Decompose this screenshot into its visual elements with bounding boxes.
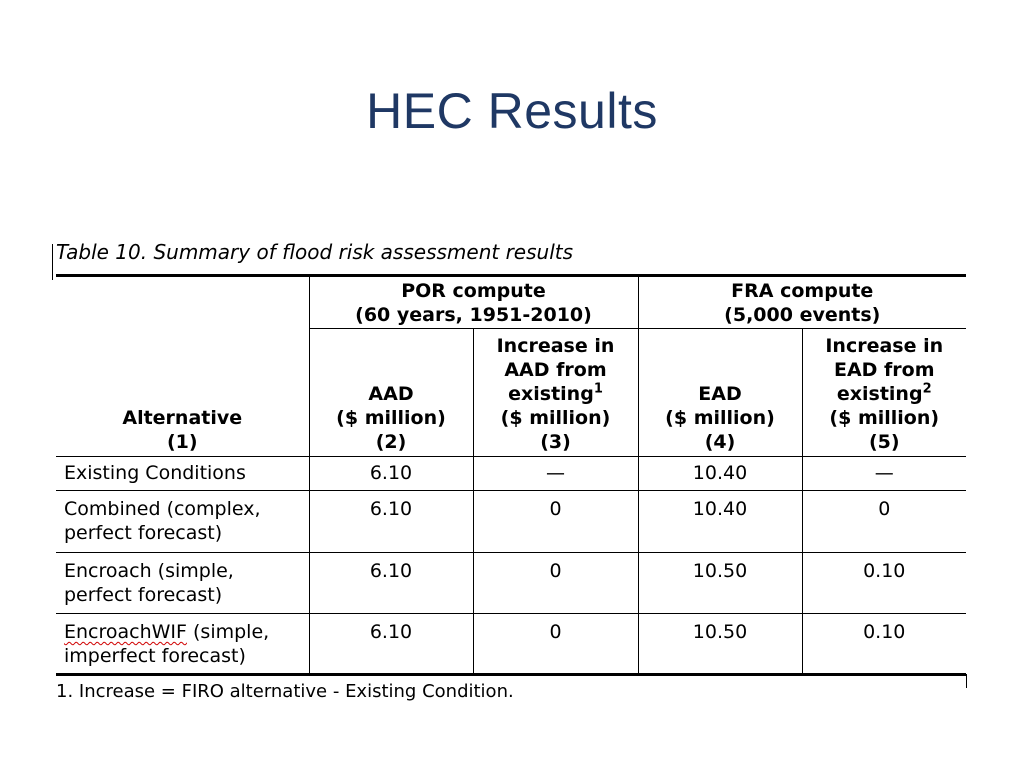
spellcheck-word: EncroachWIF xyxy=(64,621,187,643)
table-caption: Table 10. Summary of flood risk assessment results xyxy=(56,240,574,264)
header-fra-compute: FRA compute (5,000 events) xyxy=(638,276,966,329)
table-row xyxy=(56,614,966,675)
group-header-row xyxy=(56,276,966,329)
footnote-ref-1: 1 xyxy=(593,381,603,397)
header-alternative: Alternative (1) xyxy=(56,276,309,457)
cell-aad-increase: 0 xyxy=(473,553,638,614)
cell-aad-increase: 0 xyxy=(473,491,638,553)
table-right-border-mark xyxy=(966,674,967,688)
slide-title: HEC Results xyxy=(366,83,658,139)
header-ead: EAD ($ million) (4) xyxy=(638,329,802,457)
header-por-compute: POR compute (60 years, 1951-2010) xyxy=(309,276,638,329)
table-row xyxy=(56,491,966,553)
table-footnote: 1. Increase = FIRO alternative - Existing Condition. xyxy=(56,681,514,702)
cell-ead: 10.50 xyxy=(638,614,802,675)
flood-risk-results-table xyxy=(56,274,966,676)
cell-ead-increase: 0.10 xyxy=(802,553,966,614)
cell-ead: 10.40 xyxy=(638,491,802,553)
cell-ead-increase: — xyxy=(802,457,966,491)
cell-alternative: Encroach (simple, perfect forecast) xyxy=(56,553,309,614)
cell-aad: 6.10 xyxy=(309,457,473,491)
footnote-ref-2: 2 xyxy=(922,381,932,397)
cell-alternative: Existing Conditions xyxy=(56,457,309,491)
cell-aad: 6.10 xyxy=(309,491,473,553)
table-row xyxy=(56,457,966,491)
cell-aad: 6.10 xyxy=(309,553,473,614)
cell-alternative: Combined (complex, perfect forecast) xyxy=(56,491,309,553)
cell-aad: 6.10 xyxy=(309,614,473,675)
header-ead-increase: Increase in EAD from existing$^2$ ($ million) (5) xyxy=(802,329,966,457)
header-aad: AAD ($ million) (2) xyxy=(309,329,473,457)
cell-aad-increase: 0 xyxy=(473,614,638,675)
cell-aad-increase: — xyxy=(473,457,638,491)
table-row xyxy=(56,553,966,614)
caption-left-border xyxy=(52,244,53,280)
cell-ead-increase: 0.10 xyxy=(802,614,966,675)
cell-ead-increase: 0 xyxy=(802,491,966,553)
cell-alternative: EncroachWIF (simple, imperfect forecast) xyxy=(56,614,309,675)
cell-ead: 10.50 xyxy=(638,553,802,614)
cell-ead: 10.40 xyxy=(638,457,802,491)
header-aad-increase: Increase in AAD from existing$^1$ ($ million) (3) xyxy=(473,329,638,457)
